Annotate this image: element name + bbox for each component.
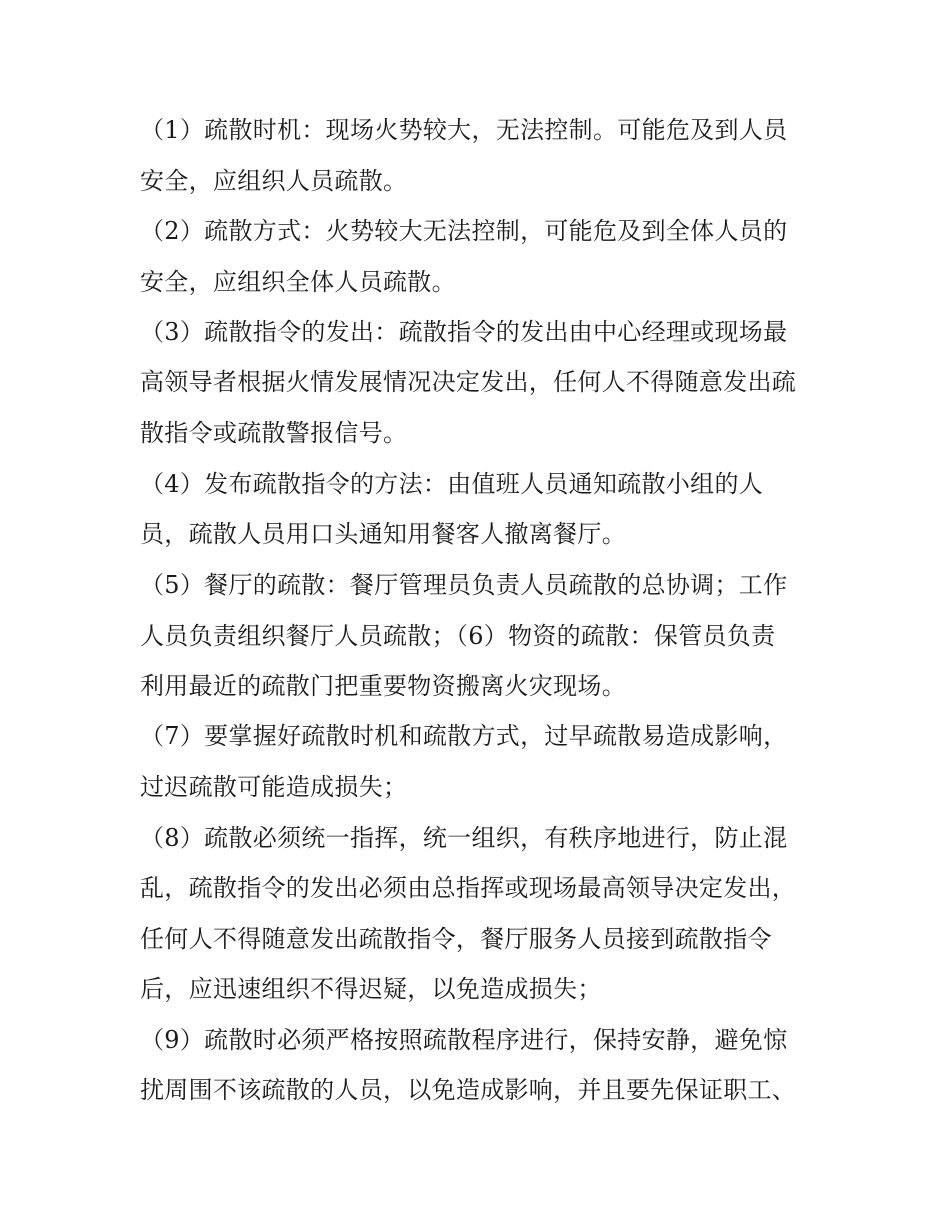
- text-line: （7）要掌握好疏散时机和疏散方式，过早疏散易造成影响，: [140, 722, 788, 750]
- text-line: 任何人不得随意发出疏散指令，餐厅服务人员接到疏散指令: [140, 925, 772, 953]
- text-line: （9）疏散时必须严格按照疏散程序进行，保持安静，避免惊: [140, 1026, 788, 1054]
- text-line: （4）发布疏散指令的方法：由值班人员通知疏散小组的人: [140, 470, 764, 498]
- text-line: （8）疏散必须统一指挥，统一组织，有秩序地进行，防止混: [140, 824, 788, 852]
- text-line: 安全，应组织全体人员疏散。: [140, 268, 456, 296]
- text-line: 人员负责组织餐厅人员疏散；（6）物资的疏散：保管员负责: [140, 622, 776, 650]
- text-line: 后，应迅速组织不得迟疑，以免造成损失；: [140, 975, 602, 1003]
- text-line: （2）疏散方式：火势较大无法控制，可能危及到全体人员的: [140, 217, 788, 245]
- text-line: 扰周围不该疏散的人员，以免造成影响，并且要先保证职工、: [140, 1076, 797, 1104]
- text-line: （3）疏散指令的发出：疏散指令的发出由中心经理或现场最: [140, 318, 788, 346]
- text-line: 高领导者根据火情发展情况决定发出，任何人不得随意发出疏: [140, 368, 797, 396]
- text-line: 员，疏散人员用口头通知用餐客人撤离餐厅。: [140, 520, 626, 548]
- text-line: 安全，应组织人员疏散。: [140, 167, 408, 195]
- text-line: 利用最近的疏散门把重要物资搬离火灾现场。: [140, 672, 626, 700]
- text-line: 散指令或疏散警报信号。: [140, 419, 408, 447]
- text-line: 过迟疏散可能造成损失；: [140, 773, 408, 801]
- text-line: （1）疏散时机：现场火势较大，无法控制。可能危及到人员: [140, 116, 788, 144]
- text-line: （5）餐厅的疏散：餐厅管理员负责人员疏散的总协调；工作: [140, 571, 788, 599]
- text-line: 乱，疏散指令的发出必须由总指挥或现场最高领导决定发出，: [140, 874, 797, 902]
